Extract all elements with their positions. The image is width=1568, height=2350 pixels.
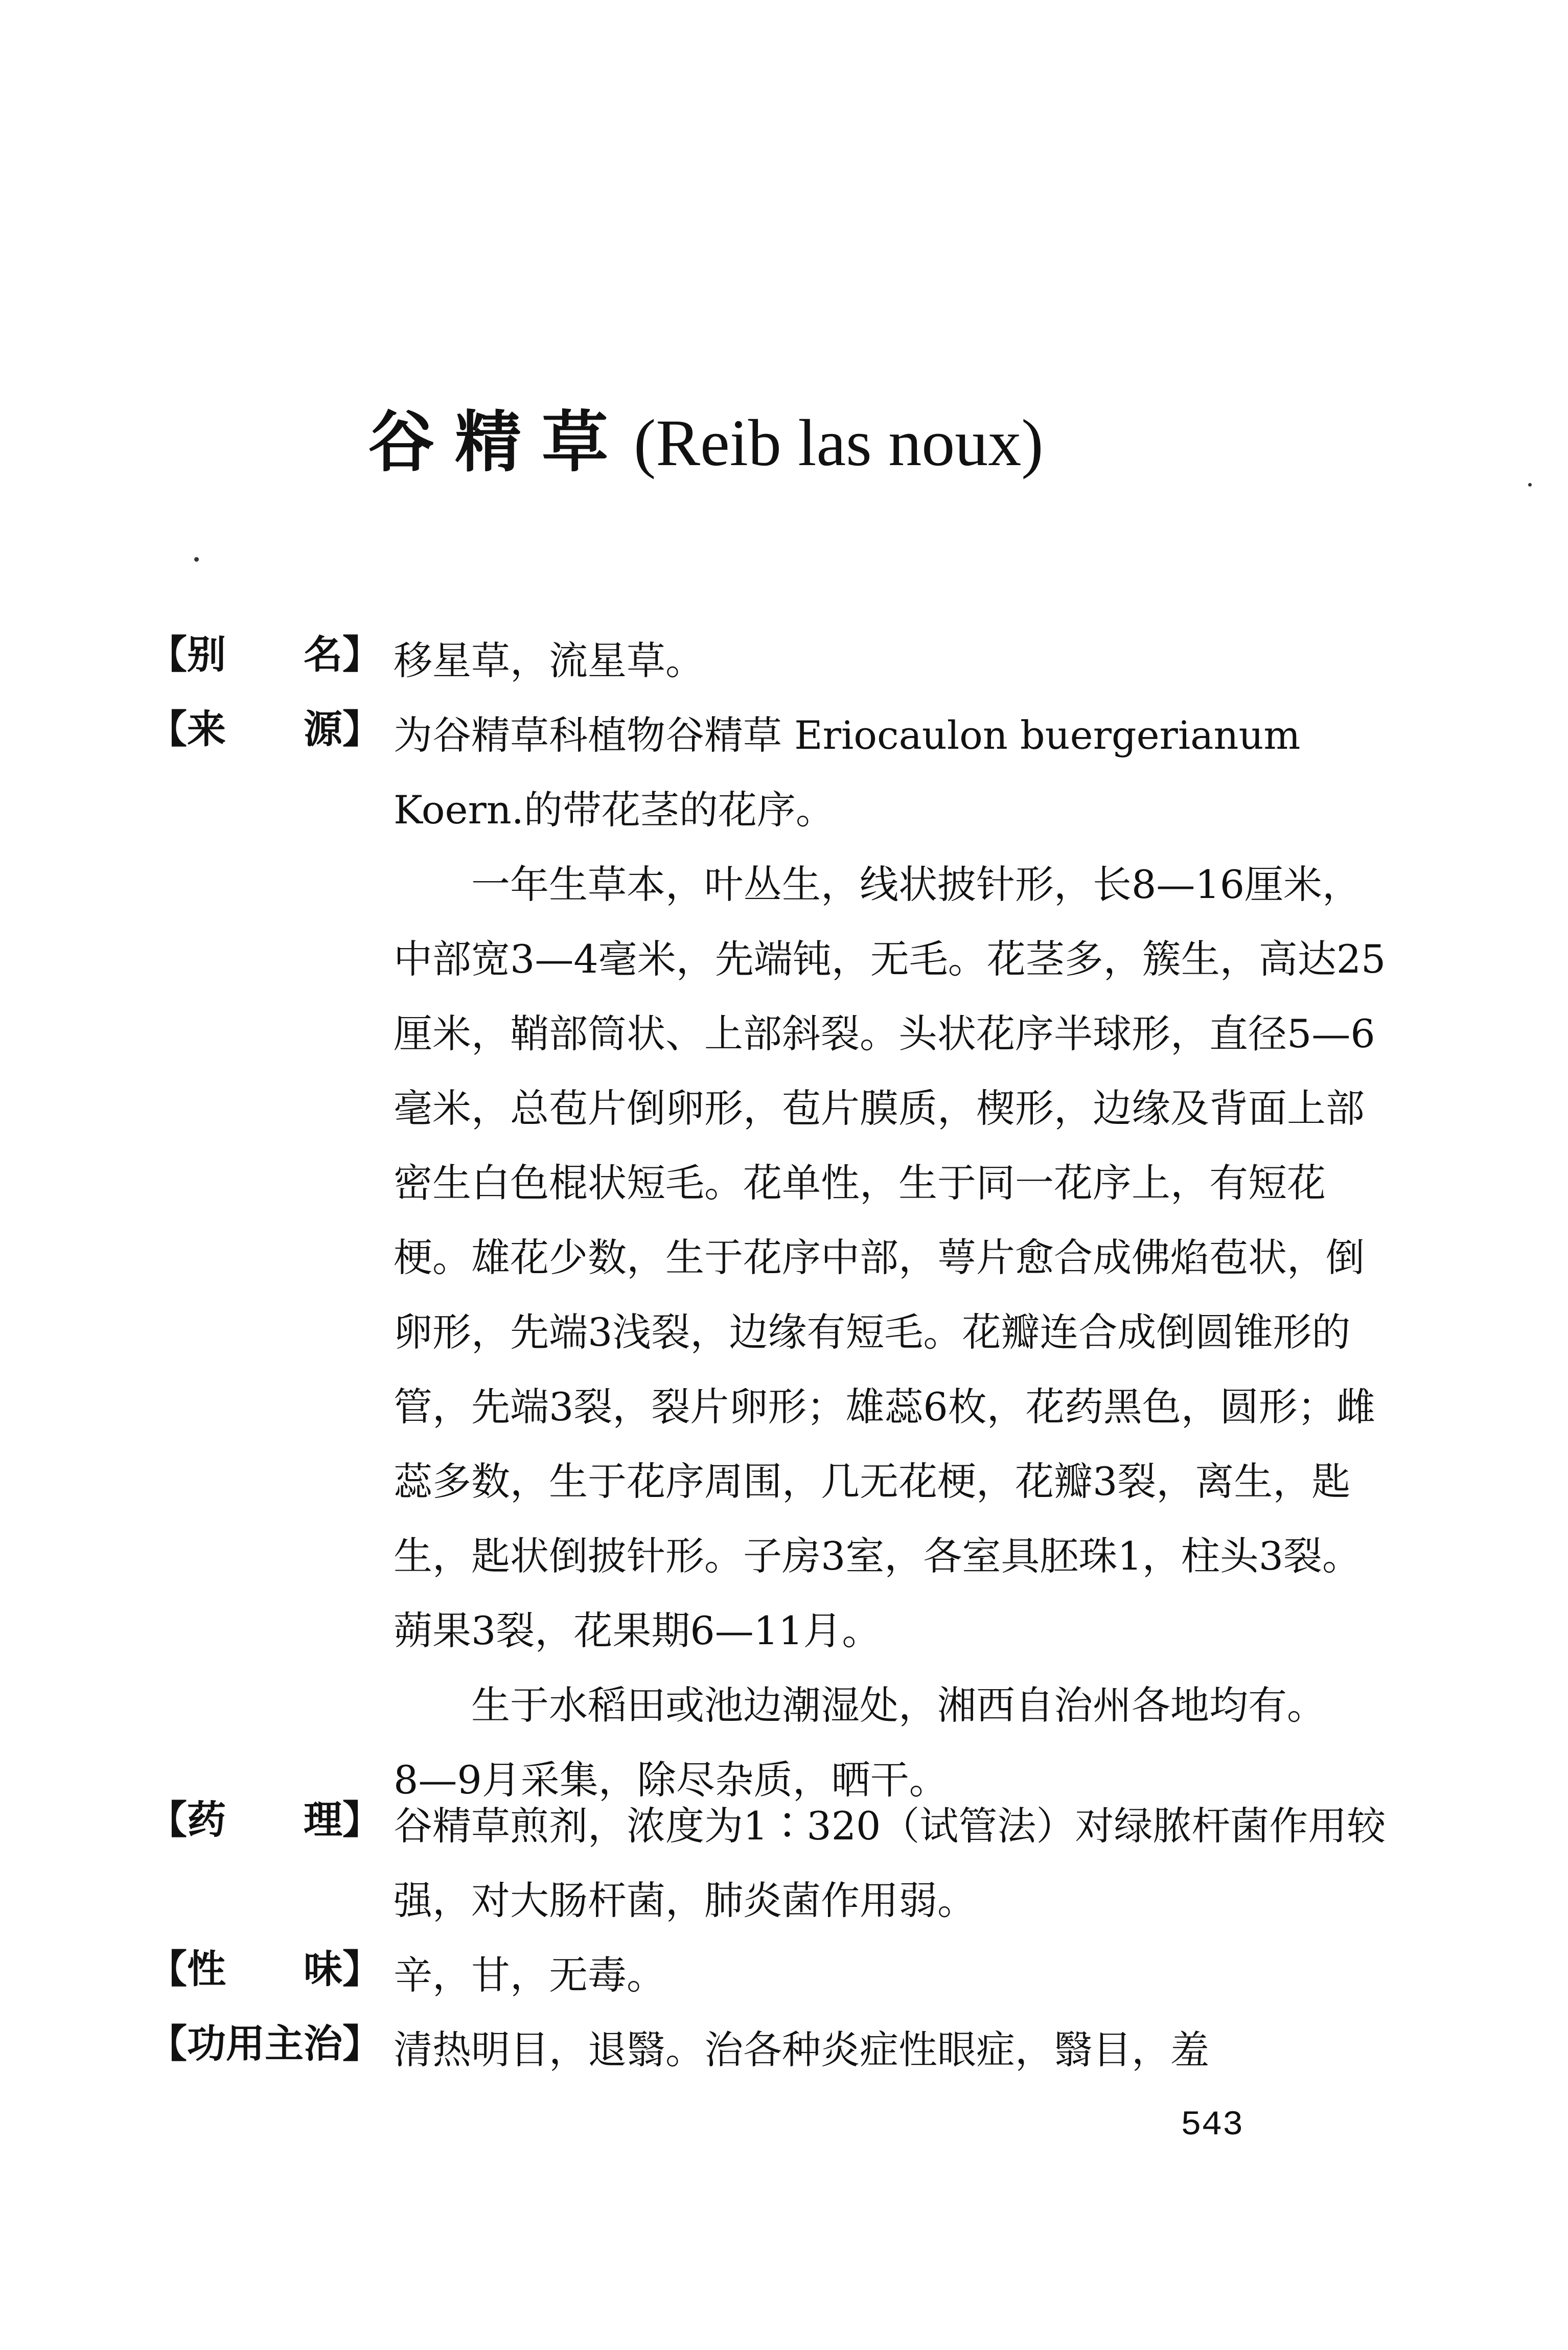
entry-body — [394, 698, 1390, 1817]
entry-label: 【功用主治】 — [148, 2021, 381, 2066]
entry-body — [394, 1938, 1390, 2013]
entry-source — [148, 698, 1390, 1817]
entry-label: 【别 名】 — [148, 632, 381, 677]
title-latin: (Reib las noux) — [634, 406, 1044, 480]
entry-paragraph: 移星草，流星草。 — [394, 638, 704, 683]
entry-body — [394, 624, 1390, 698]
title-chinese: 谷精草 — [368, 403, 629, 481]
entry-paragraph: 8—9月采集，除尽杂质，晒干。 — [394, 1757, 948, 1803]
entry-pharmacology — [148, 1789, 1390, 1938]
entry-function — [148, 2013, 1390, 2087]
entry-paragraph: 清热明目，退翳。治各种炎症性眼症，翳目，羞 — [394, 2027, 1209, 2072]
entry-body — [394, 2013, 1390, 2087]
entry-paragraph: 一年生草本，叶丛生，线状披针形，长8—16厘米，中部宽3—4毫米，先端钝，无毛。花茎多，簇生，高达25厘米，鞘部筒状、上部斜裂。头状花序半球形，直径5—6毫米，总苞片倒卵形，苞片膜质，楔形，边缘及背面上部密生白色棍状短毛。花单性，生于同一花序上，有短花梗。雄花少数，生于花序中部，萼片愈合成佛焰苞状，倒卵形，先端3浅裂，边缘有短毛。花瓣连合成倒圆锥形的管，先端3裂，裂片卵形；雄蕊6枚，花药黑色，圆形；雌蕊多数，生于花序周围，几无花梗，花瓣3裂，离生，匙生，匙状倒披针形。子房3室，各室具胚珠1，柱头3裂。蒴果3裂，花果期6—11月。 — [394, 862, 1386, 1653]
entry-label: 【来 源】 — [148, 706, 381, 752]
entry-nature-taste — [148, 1938, 1390, 2013]
page-title — [368, 403, 1044, 481]
entry-body — [394, 1789, 1390, 1938]
page-number: 543 — [1181, 2106, 1243, 2145]
entry-label: 【药 理】 — [148, 1797, 381, 1842]
entry-paragraph: 为谷精草科植物谷精草 Eriocaulon buergerianum Koern.的带花茎的花序。 — [394, 712, 1301, 833]
entry-label: 【性 味】 — [148, 1946, 381, 1992]
entry-paragraph: 辛，甘，无毒。 — [394, 1952, 665, 1998]
entry-paragraph: 谷精草煎剂，浓度为1∶320（试管法）对绿脓杆菌作用较强，对大肠杆菌，肺炎菌作用弱。 — [394, 1803, 1386, 1923]
entry-paragraph: 生于水稻田或池边潮湿处，湘西自治州各地均有。 — [471, 1683, 1326, 1728]
scan-speck — [1528, 483, 1532, 487]
scan-speck — [194, 557, 199, 562]
entry-alias — [148, 624, 1390, 698]
